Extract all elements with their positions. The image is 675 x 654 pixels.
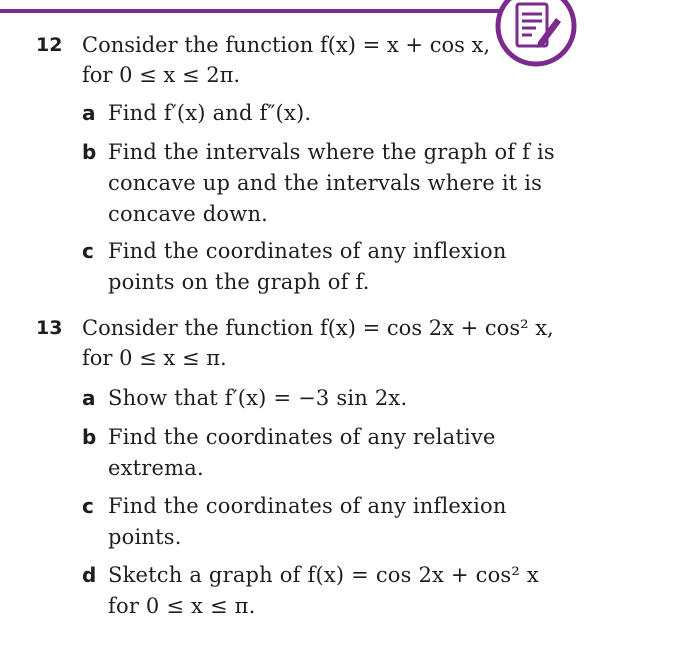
question-number: 13 bbox=[36, 317, 63, 339]
part-text bbox=[108, 422, 588, 484]
part-text bbox=[108, 98, 588, 129]
part-line: concave up and the intervals where it is bbox=[108, 171, 543, 195]
part-line: points. bbox=[108, 525, 182, 549]
stem-line: for 0 ≤ x ≤ π. bbox=[82, 346, 227, 370]
question-stem bbox=[82, 313, 582, 373]
part-label: d bbox=[82, 563, 97, 587]
part-label: b bbox=[82, 425, 97, 449]
top-divider bbox=[0, 9, 520, 13]
part-line: Find the coordinates of any inflexion bbox=[108, 239, 507, 263]
part-line: Find f′(x) and f″(x). bbox=[108, 101, 312, 125]
part-line: extrema. bbox=[108, 456, 204, 480]
part-label: a bbox=[82, 101, 96, 125]
part-text bbox=[108, 560, 588, 622]
stem-line: Consider the function f(x) = cos 2x + cos² x, bbox=[82, 316, 554, 340]
part-line: Find the coordinates of any relative bbox=[108, 425, 496, 449]
stem-line: for 0 ≤ x ≤ 2π. bbox=[82, 63, 241, 87]
part-line: for 0 ≤ x ≤ π. bbox=[108, 594, 256, 618]
part-label: a bbox=[82, 386, 96, 410]
part-line: Find the coordinates of any inflexion bbox=[108, 494, 507, 518]
part-line: concave down. bbox=[108, 202, 269, 226]
part-line: Sketch a graph of f(x) = cos 2x + cos² x bbox=[108, 563, 539, 587]
question-number: 12 bbox=[36, 34, 63, 56]
part-text bbox=[108, 383, 588, 414]
part-label: c bbox=[82, 494, 94, 518]
stem-line: Consider the function f(x) = x + cos x, bbox=[82, 33, 491, 57]
question-stem bbox=[82, 30, 582, 90]
part-label: c bbox=[82, 239, 94, 263]
part-text bbox=[108, 137, 588, 230]
part-line: Find the intervals where the graph of f is bbox=[108, 140, 555, 164]
part-text bbox=[108, 491, 588, 553]
part-line: points on the graph of f. bbox=[108, 270, 370, 294]
part-text bbox=[108, 236, 588, 298]
part-label: b bbox=[82, 140, 97, 164]
part-line: Show that f′(x) = −3 sin 2x. bbox=[108, 386, 408, 410]
